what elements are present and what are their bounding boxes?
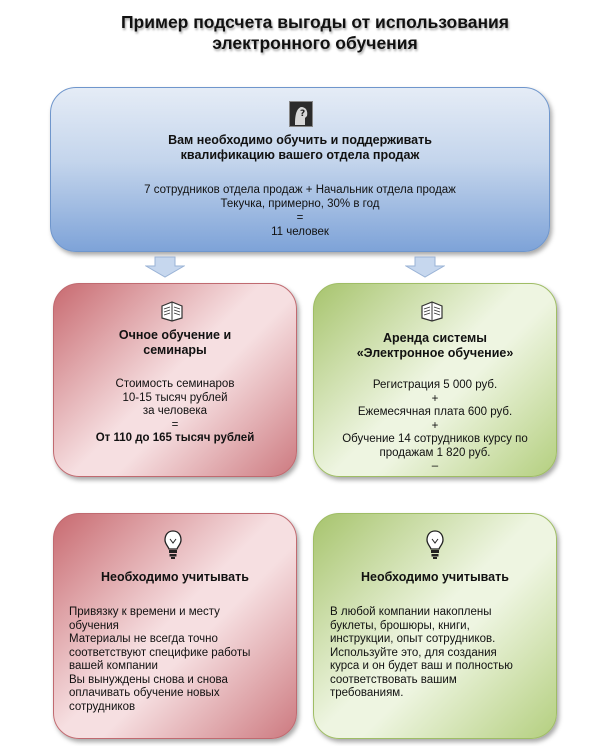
elearning-box bbox=[313, 283, 557, 477]
arrow-down-right-icon bbox=[405, 256, 445, 278]
seminars-note-line-2: обучения bbox=[69, 619, 119, 632]
elearning-line-6: продажам 1 820 руб. bbox=[379, 446, 491, 459]
seminars-line-4: = bbox=[171, 418, 179, 431]
seminars-note-line-7: оплачивать обучение новых bbox=[69, 687, 220, 699]
svg-text:?: ? bbox=[300, 109, 306, 119]
seminars-heading-line-2: семинары bbox=[143, 343, 207, 357]
top-line-1: 7 сотрудников отдела продаж + Начальник отдела продаж bbox=[144, 184, 456, 196]
question-head-icon bbox=[289, 101, 313, 127]
seminars-total: От 110 до 165 тысяч рублей bbox=[95, 432, 255, 444]
lightbulb-icon bbox=[426, 530, 444, 560]
elearning-note-line-1: В любой компании накоплены bbox=[330, 606, 492, 618]
arrow-down-left-icon bbox=[145, 256, 185, 278]
seminars-note-line-3: Материалы не всегда точно bbox=[69, 633, 218, 645]
lightbulb-icon bbox=[164, 530, 182, 560]
elearning-heading-line-1: Аренда системы bbox=[383, 331, 487, 345]
top-line-2: Текучка, примерно, 30% в год bbox=[220, 198, 380, 210]
top-summary-box bbox=[50, 87, 550, 252]
title-line-2: электронного обучения bbox=[212, 33, 418, 53]
top-heading-line-2: квалификацию вашего отдела продаж bbox=[180, 148, 420, 162]
seminars-line-2: 10-15 тысяч рублей bbox=[122, 391, 228, 404]
seminars-line-3: за человека bbox=[142, 405, 208, 417]
elearning-line-5: Обучение 14 сотрудников курсу по bbox=[342, 433, 528, 445]
elearning-note-line-4: Используйте это, для создания bbox=[330, 646, 497, 659]
elearning-note-line-6: соответствовать вашим bbox=[330, 673, 457, 686]
elearning-note-line-2: буклеты, брошюры, книги, bbox=[330, 619, 470, 632]
seminars-note-box bbox=[53, 513, 297, 739]
elearning-line-2: + bbox=[431, 392, 439, 405]
book-icon bbox=[160, 300, 184, 322]
top-line-3: = bbox=[296, 212, 304, 224]
elearning-note-box bbox=[313, 513, 557, 739]
elearning-line-3: Ежемесячная плата 600 руб. bbox=[357, 406, 513, 418]
top-heading-line-1: Вам необходимо обучить и поддерживать bbox=[168, 133, 432, 147]
seminars-note-line-4: соответствуют специфике работы bbox=[69, 646, 251, 659]
book-icon bbox=[420, 300, 444, 322]
elearning-heading-line-2: «Электронное обучение» bbox=[356, 346, 514, 360]
seminars-note-line-1: Привязку к времени и месту bbox=[69, 606, 220, 618]
elearning-note-line-5: курса и он будет ваш и полностью bbox=[330, 660, 513, 672]
seminars-box bbox=[53, 283, 297, 477]
title-line-1: Пример подсчета выгоды от использования bbox=[120, 12, 510, 32]
page-title bbox=[60, 12, 570, 54]
seminars-heading-line-1: Очное обучение и bbox=[118, 328, 232, 342]
seminars-note-line-8: сотрудников bbox=[69, 700, 136, 713]
elearning-line-7: – bbox=[431, 460, 439, 472]
elearning-note-line-7: требованиям. bbox=[330, 687, 404, 699]
top-line-4: 11 человек bbox=[271, 226, 329, 238]
elearning-note-heading: Необходимо учитывать bbox=[361, 570, 509, 584]
seminars-note-line-6: Вы вынуждены снова и снова bbox=[69, 673, 228, 686]
elearning-note-line-3: инструкции, опыт сотрудников. bbox=[330, 633, 496, 645]
elearning-line-1: Регистрация 5 000 руб. bbox=[372, 379, 498, 391]
seminars-note-line-5: вашей компании bbox=[69, 660, 158, 672]
seminars-note-heading: Необходимо учитывать bbox=[101, 570, 249, 584]
seminars-line-1: Стоимость семинаров bbox=[115, 378, 235, 390]
elearning-line-4: + bbox=[431, 419, 439, 432]
